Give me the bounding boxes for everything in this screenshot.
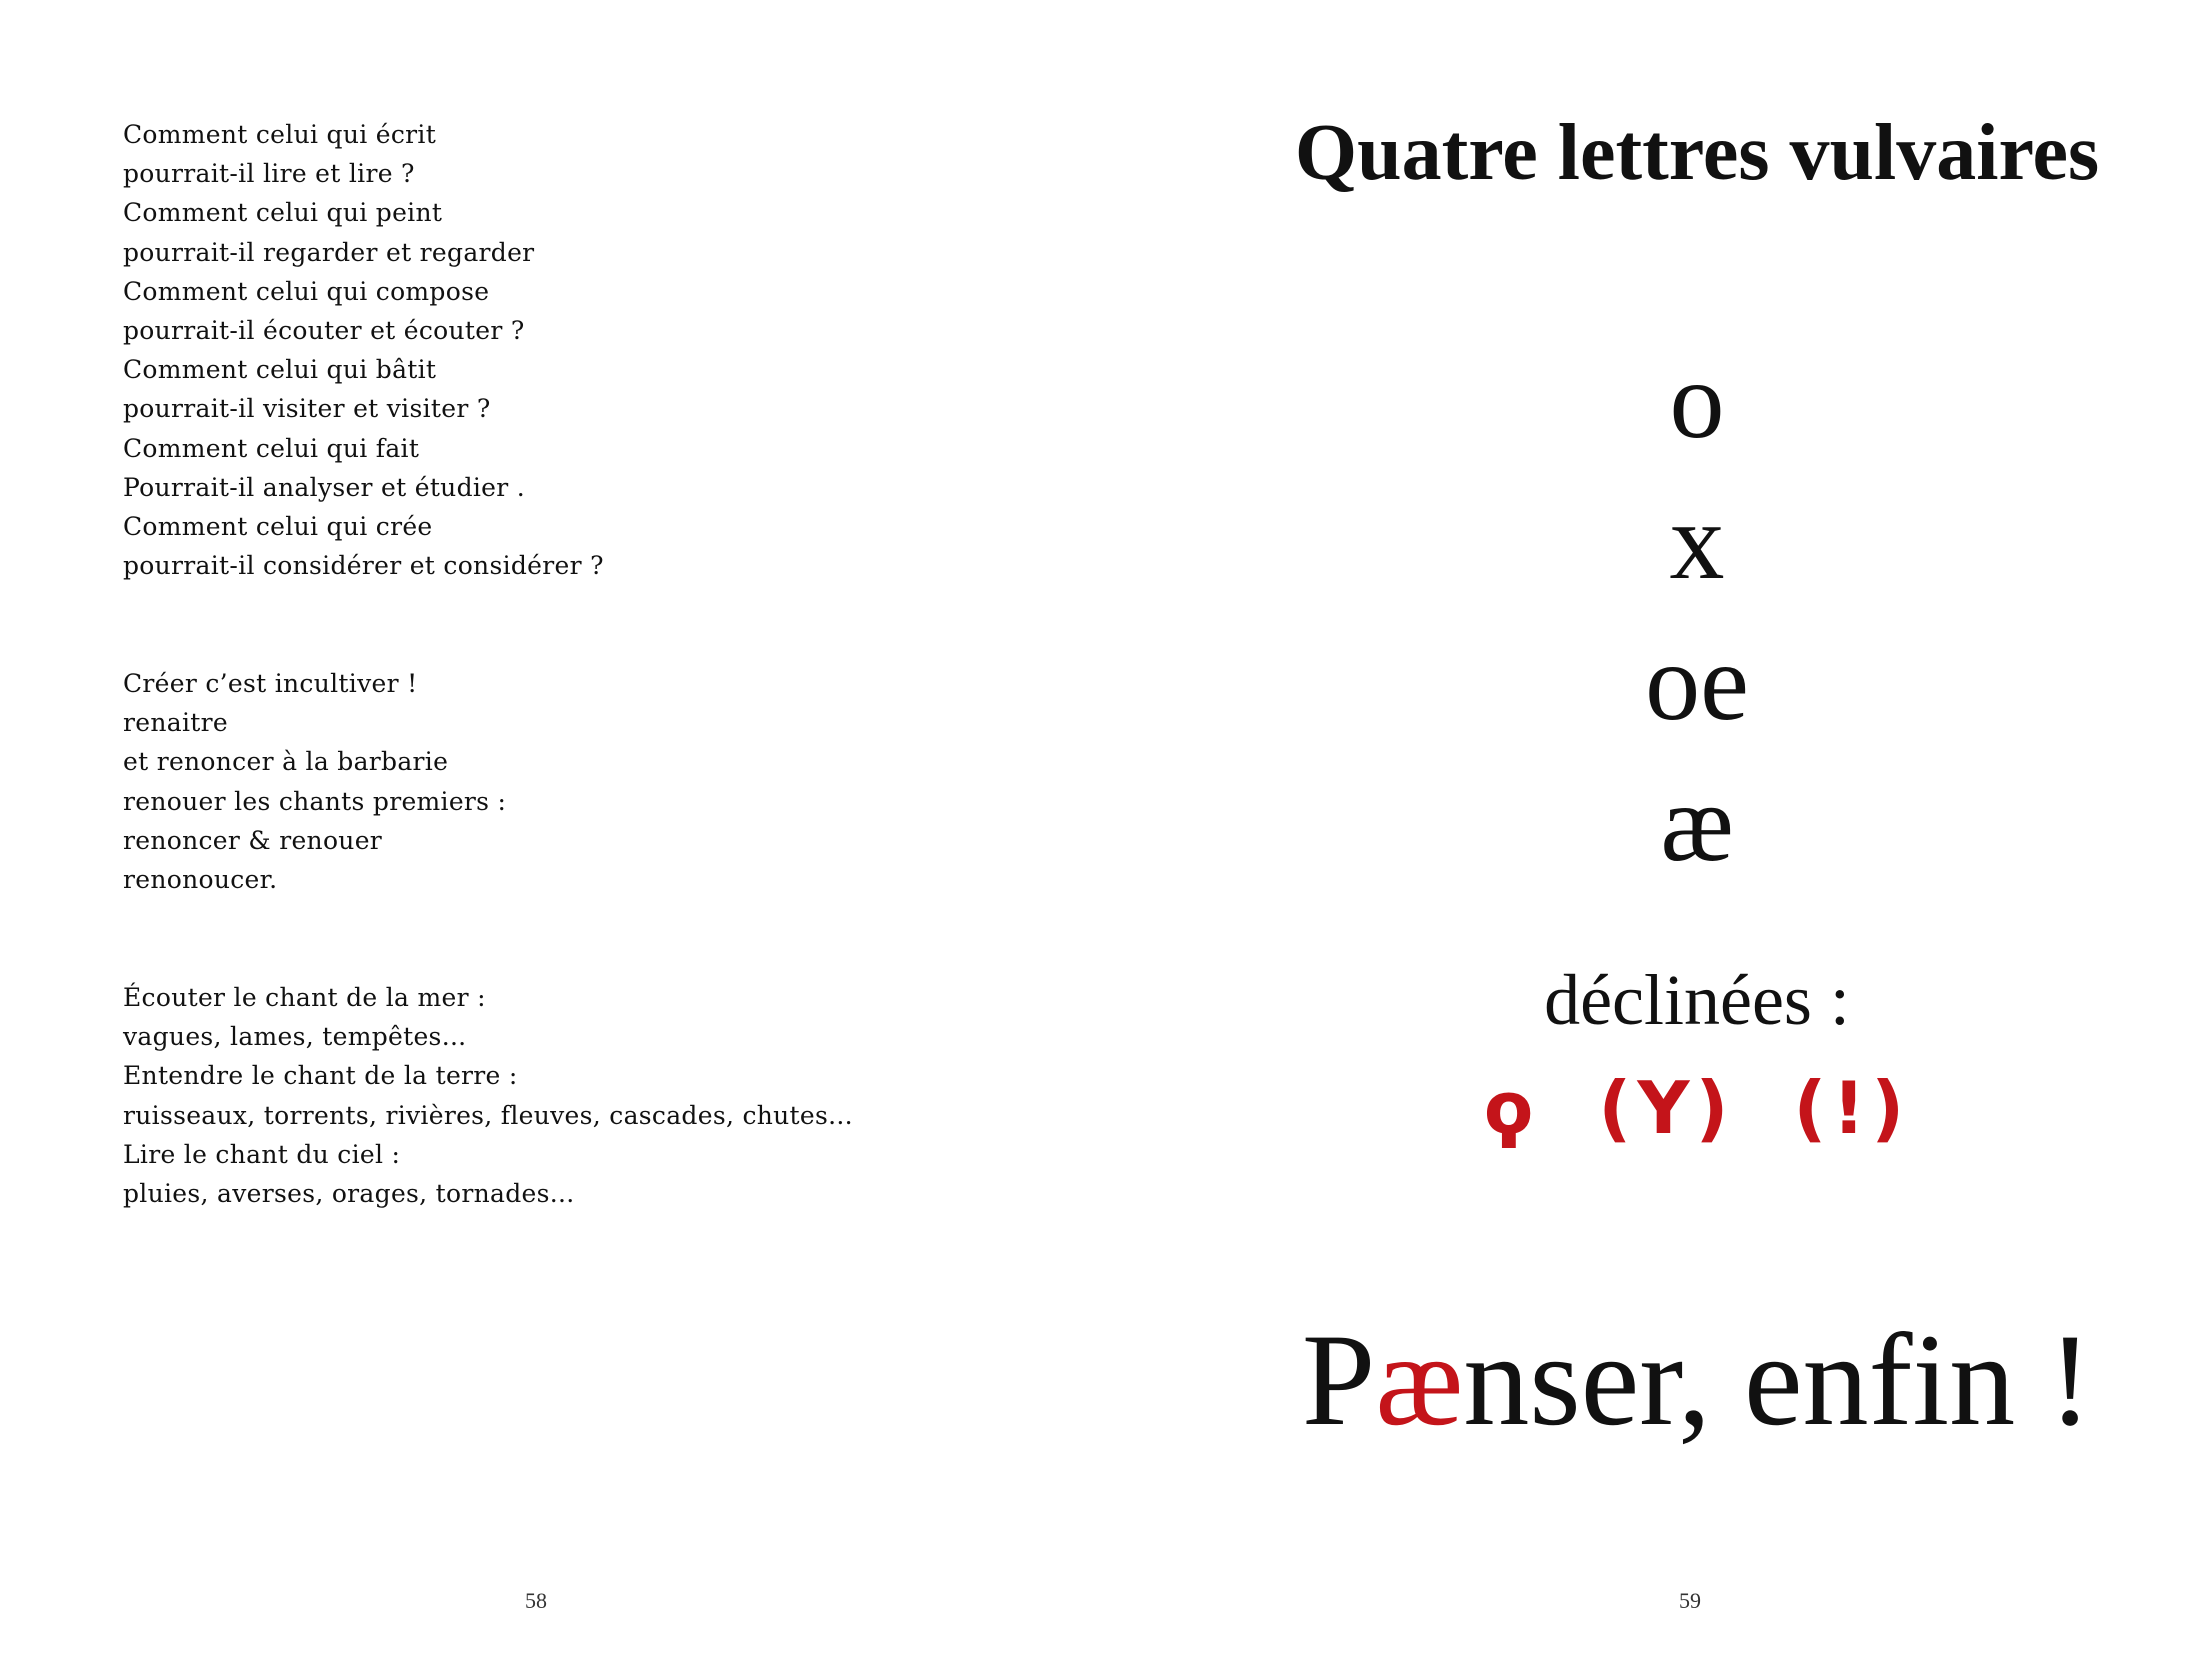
poem-line: pourrait-il lire et lire ? xyxy=(123,159,415,189)
poem-line: Comment celui qui fait xyxy=(123,433,420,463)
poem-line: pluies, averses, orages, tornades... xyxy=(123,1179,575,1209)
stanza-1 xyxy=(123,115,604,585)
poem-line: renonoucer. xyxy=(123,865,278,895)
poem-line: Entendre le chant de la terre : xyxy=(123,1061,518,1091)
page-number-left: 58 xyxy=(525,1588,547,1613)
poem-line: Pourrait-il analyser et étudier . xyxy=(123,472,526,502)
closing-before: P xyxy=(1301,1306,1376,1453)
poem-line: ruisseaux, torrents, rivières, fleuves, cascades, chutes... xyxy=(123,1100,853,1130)
page-number-right: 59 xyxy=(1679,1588,1701,1613)
right-page xyxy=(1102,0,2204,1654)
poem-line: Créer c’est incultiver ! xyxy=(123,669,418,698)
poem-line: Comment celui qui peint xyxy=(123,198,443,228)
letter-item: oe xyxy=(1645,621,1749,743)
left-page xyxy=(0,0,1102,1654)
stanza-2 xyxy=(123,664,506,899)
poem-line: renoncer & renouer xyxy=(123,825,383,855)
letter-item: o xyxy=(1669,339,1725,461)
poem-line: Comment celui qui écrit xyxy=(123,120,437,149)
poem-line: renouer les chants premiers : xyxy=(123,786,507,816)
poem-line: Comment celui qui compose xyxy=(123,276,490,306)
poem-line: pourrait-il considérer et considérer ? xyxy=(123,551,604,581)
poem-line: Écouter le chant de la mer : xyxy=(123,983,486,1012)
symbol-koppa: ϙ xyxy=(1483,1066,1540,1150)
poem-line: Lire le chant du ciel : xyxy=(123,1139,401,1169)
poem-line: Comment celui qui crée xyxy=(123,512,433,542)
poem-line: et renoncer à la barbarie xyxy=(123,747,449,777)
letter-item: æ xyxy=(1660,762,1734,884)
closing-after: nser, enfin ! xyxy=(1463,1306,2093,1453)
symbol-exclamation: (!) xyxy=(1793,1066,1911,1150)
poem-line: Comment celui qui bâtit xyxy=(123,355,437,385)
poem-line: vagues, lames, tempêtes... xyxy=(123,1022,467,1052)
letters-list xyxy=(1102,330,2204,894)
closing-phrase xyxy=(1102,1305,2204,1455)
poem-line: pourrait-il regarder et regarder xyxy=(123,237,535,267)
declinees-heading: déclinées : xyxy=(1544,960,1850,1040)
symbol-y: (Y) xyxy=(1598,1066,1735,1150)
poem-line: renaitre xyxy=(123,708,228,738)
stanza-3 xyxy=(123,978,853,1213)
closing-highlight: æ xyxy=(1375,1306,1464,1453)
poem-line: pourrait-il visiter et visiter ? xyxy=(123,394,491,424)
letter-item: x xyxy=(1669,480,1725,602)
poem-line: pourrait-il écouter et écouter ? xyxy=(123,316,525,346)
page-title: Quatre lettres vulvaires xyxy=(1294,109,2100,197)
symbols-row xyxy=(1102,1068,2204,1148)
